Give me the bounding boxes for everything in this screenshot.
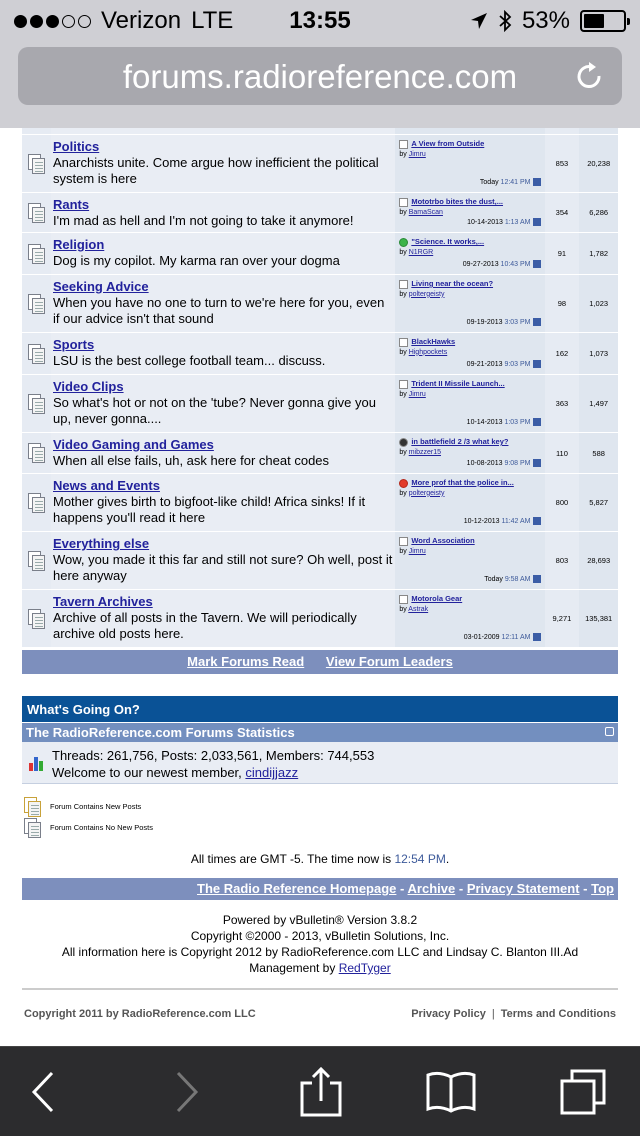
forum-actions-bar: [22, 650, 618, 674]
forum-title-link[interactable]: Tavern Archives: [53, 594, 153, 609]
last-post-date: Today: [484, 575, 503, 583]
forum-title-link[interactable]: News and Events: [53, 478, 160, 493]
last-post-author-link[interactable]: Jimru: [408, 390, 426, 398]
last-post-author-link[interactable]: Astrak: [408, 605, 429, 613]
post-icon: [399, 380, 408, 389]
last-post-title-link[interactable]: A View from Outside: [411, 139, 485, 148]
forum-status-icon: [28, 493, 46, 513]
last-post-time: 9:08 PM: [504, 459, 531, 467]
forum-description: Mother gives birth to bigfoot-like child! Africa sinks! If it happens you'll read it here: [53, 494, 366, 525]
forum-row: [22, 474, 618, 532]
battery-icon: [580, 10, 626, 32]
legal-links: [411, 1008, 616, 1020]
thread-count: 363: [545, 375, 580, 432]
last-post-date: 10-14-2013: [467, 218, 503, 226]
last-post-date: Today: [479, 178, 499, 186]
last-post-time: 11:42 AM: [501, 517, 531, 525]
stats-line: Threads: 261,756, Posts: 2,033,561, Members: 744,553: [52, 748, 375, 763]
last-post-author-link[interactable]: poltergeisty: [408, 489, 445, 497]
forum-status-icon: [28, 551, 46, 571]
mark-forums-read-link[interactable]: Mark Forums Read: [187, 654, 305, 669]
forum-description: Dog is my copilot. My karma ran over your dogma: [53, 253, 340, 268]
forum-row: [22, 590, 618, 648]
battery-percent: 53%: [521, 7, 570, 34]
post-icon: [399, 198, 408, 207]
post-icon: [399, 537, 408, 546]
post-icon: [399, 280, 408, 289]
tabs-icon[interactable]: [558, 1067, 608, 1117]
forum-row: [22, 135, 618, 193]
post-count: 1,023: [579, 275, 618, 332]
last-post-date: 09-27-2013: [462, 260, 499, 268]
forward-icon[interactable]: [160, 1067, 210, 1117]
smile-icon: [399, 238, 408, 247]
forum-status-icon: [28, 294, 46, 314]
time-notice: [0, 852, 640, 866]
forum-row: [22, 193, 618, 233]
powered-line-2: Copyright ©2000 - 2013, vBulletin Solutions, Inc.: [190, 929, 450, 943]
time-notice-suffix: .: [445, 852, 450, 866]
last-post-title-link[interactable]: Motorola Gear: [411, 594, 463, 603]
copyright-info: All information here is Copyright 2012 by RadioReference.com LLC and Lindsay C. Blanton III.Ad Management by: [61, 945, 579, 975]
thread-count: 803: [545, 532, 580, 589]
browser-chrome: [0, 0, 640, 128]
post-count: 1,497: [579, 375, 618, 432]
forum-status-icon: [28, 394, 46, 414]
thread-count: 354: [545, 193, 580, 232]
forum-status-icon: [28, 203, 46, 223]
forum-status-icon: [28, 609, 46, 629]
legend-item-new: [24, 796, 153, 817]
forum-row-partial: [22, 128, 618, 135]
forum-status-icon: [28, 443, 46, 463]
bluetooth-icon: [498, 10, 512, 32]
last-post-date: 03-01-2009: [463, 633, 500, 641]
forum-status-icon: [28, 154, 46, 174]
angry-icon: [399, 479, 408, 488]
go-to-last-post-icon[interactable]: [533, 260, 541, 268]
last-post-time: 12:41 PM: [500, 178, 531, 186]
last-post-cell: A View from Outside by Jimru Today 12:41 PM: [395, 135, 544, 192]
go-to-last-post-icon[interactable]: [533, 459, 541, 467]
forum-title-link[interactable]: Seeking Advice: [53, 279, 149, 294]
post-count: 1,073: [579, 333, 618, 374]
forum-title-link[interactable]: Sports: [53, 337, 95, 352]
welcome-text: Welcome to our newest member,: [52, 765, 242, 780]
forum-row: [22, 333, 618, 375]
last-post-title-link[interactable]: Trident II Missile Launch...: [411, 379, 505, 388]
last-post-time: 3:03 PM: [504, 318, 531, 326]
web-content: [0, 128, 640, 1046]
last-post-cell: Trident II Missile Launch... by Jimru 10-14-2013 1:03 PM: [395, 375, 544, 432]
location-arrow-icon: [470, 12, 488, 30]
back-icon[interactable]: [20, 1067, 70, 1117]
last-post-author-link[interactable]: Highpockets: [408, 348, 448, 356]
forum-row: [22, 433, 618, 474]
top-link[interactable]: Top: [591, 881, 614, 896]
forum-row: [22, 233, 618, 275]
status-bar: [0, 0, 640, 40]
forum-row: [22, 275, 618, 333]
last-post-cell: Motorola Gear by Astrak 03-01-2009 12:11 AM: [395, 590, 544, 647]
thread-count: 110: [545, 433, 580, 473]
last-post-author-link[interactable]: Jimru: [408, 150, 426, 158]
newest-member-link[interactable]: cindijjazz: [245, 765, 299, 780]
forum-description: LSU is the best college football team... discuss.: [53, 353, 326, 368]
go-to-last-post-icon[interactable]: [533, 633, 541, 641]
stats-heading-bar: [22, 722, 618, 742]
browser-toolbar: [0, 1046, 640, 1136]
post-count: 135,381: [579, 590, 618, 647]
legal-sep: |: [491, 1008, 495, 1020]
footer-sep-1: -: [400, 881, 405, 896]
last-post-title-link[interactable]: BlackHawks: [411, 337, 456, 346]
last-post-title-link[interactable]: Living near the ocean?: [411, 279, 494, 288]
post-count: 20,238: [579, 135, 618, 192]
homepage-link[interactable]: The Radio Reference Homepage: [197, 881, 397, 896]
footer-divider: [22, 988, 618, 990]
go-to-last-post-icon[interactable]: [533, 178, 541, 186]
forum-title-link[interactable]: Politics: [53, 139, 100, 154]
stats-body: [22, 742, 618, 784]
thread-count: 98: [545, 275, 580, 332]
forum-new-posts-icon: [24, 797, 42, 817]
last-post-cell: Word Association by Jimru Today 9:58 AM: [395, 532, 544, 589]
last-post-time: 1:03 PM: [504, 418, 531, 426]
forum-title-link[interactable]: Rants: [53, 197, 90, 212]
last-post-time: 9:58 AM: [504, 575, 531, 583]
whats-going-on-heading: What's Going On?: [22, 696, 618, 722]
archive-link[interactable]: Archive: [407, 881, 456, 896]
footer-links-bar: [22, 878, 618, 900]
last-post-title-link[interactable]: More prof that the police in...: [411, 478, 514, 487]
thread-count: 9,271: [545, 590, 580, 647]
welcome-line: [52, 764, 374, 781]
forum-description: Anarchists unite. Come argue how inefficient the political system is here: [53, 155, 379, 186]
share-icon[interactable]: [296, 1067, 346, 1117]
forum-description: Wow, you made it this far and still not sure? Oh well, post it here anyway: [53, 552, 393, 583]
powered-line-3: [30, 944, 610, 976]
legend-no-new-label: Forum Contains No New Posts: [50, 823, 153, 832]
network-type: LTE: [191, 7, 234, 34]
statistics-icon: [27, 753, 47, 773]
post-count: 588: [579, 433, 618, 473]
clock: 13:55: [289, 7, 351, 34]
privacy-statement-link[interactable]: Privacy Statement: [466, 881, 580, 896]
last-post-title-link[interactable]: Mototrbo bites the dust,...: [411, 197, 504, 206]
view-forum-leaders-link[interactable]: View Forum Leaders: [325, 654, 453, 669]
forum-status-icon: [28, 344, 46, 364]
reload-icon[interactable]: [572, 59, 606, 93]
last-post-author-link[interactable]: BamaScan: [408, 208, 443, 216]
forum-title-link[interactable]: Religion: [53, 237, 105, 252]
powered-by-block: [30, 912, 610, 976]
bookmarks-icon[interactable]: [426, 1067, 476, 1117]
last-post-title-link[interactable]: in battlefield 2 /3 what key?: [411, 437, 509, 446]
go-to-last-post-icon[interactable]: [533, 418, 541, 426]
post-icon: [399, 338, 408, 347]
terms-link[interactable]: Terms and Conditions: [500, 1008, 616, 1020]
footer-sep-2: -: [458, 881, 464, 896]
last-post-title-link[interactable]: "Science. It works,...: [411, 237, 485, 246]
forum-description: When you have no one to turn to we're here for you, even if our advice isn't that sound: [53, 295, 385, 326]
go-to-last-post-icon[interactable]: [533, 318, 541, 326]
last-post-time: 1:13 AM: [504, 218, 531, 226]
forum-title-link[interactable]: Everything else: [53, 536, 150, 551]
last-post-date: 10-14-2013: [466, 418, 503, 426]
forum-status-icon: [28, 244, 46, 264]
privacy-policy-link[interactable]: Privacy Policy: [411, 1008, 486, 1020]
go-to-last-post-icon[interactable]: [533, 575, 541, 583]
forum-no-new-posts-icon: [24, 818, 42, 838]
thread-count: 162: [545, 333, 580, 374]
last-post-cell: BlackHawks by Highpockets 09-21-2013 9:03 PM: [395, 333, 544, 374]
stats-heading: The RadioReference.com Forums Statistics: [26, 725, 295, 740]
post-count: 1,782: [579, 233, 618, 274]
last-post-author-link[interactable]: mibzzer15: [408, 448, 441, 456]
address-bar[interactable]: [18, 47, 622, 105]
last-post-date: 10-12-2013: [463, 517, 500, 525]
forum-list: [22, 128, 618, 648]
last-post-time: 12:11 AM: [501, 633, 531, 641]
forum-icon-legend: [24, 796, 153, 838]
forum-description: So what's hot or not on the 'tube? Never gonna give you up, never gonna....: [53, 395, 376, 426]
thread-count: 800: [545, 474, 580, 531]
last-post-author-link[interactable]: poltergeisty: [408, 290, 445, 298]
legend-new-label: Forum Contains New Posts: [50, 802, 142, 811]
carrier-name: Verizon: [101, 7, 182, 34]
last-post-time: 9:03 PM: [504, 360, 531, 368]
cool-icon: [399, 438, 408, 447]
forum-title-link[interactable]: Video Gaming and Games: [53, 437, 214, 452]
site-copyright: Copyright 2011 by RadioReference.com LLC: [24, 1008, 256, 1020]
last-post-cell: "Science. It works,... by N1RGR 09-27-2013 10:43 PM: [395, 233, 544, 274]
ad-management-link[interactable]: RedTyger: [338, 961, 391, 975]
last-post-cell: More prof that the police in... by poltergeisty 10-12-2013 11:42 AM: [395, 474, 544, 531]
last-post-cell: Living near the ocean? by poltergeisty 09-19-2013 3:03 PM: [395, 275, 544, 332]
time-notice-prefix: All times are GMT -5. The time now is: [190, 852, 392, 866]
last-post-cell: Mototrbo bites the dust,... by BamaScan 10-14-2013 1:13 AM: [395, 193, 544, 232]
last-post-author-link[interactable]: Jimru: [408, 547, 426, 555]
last-post-author-link[interactable]: N1RGR: [408, 248, 434, 256]
legend-item-no-new: [24, 817, 153, 838]
powered-line-1: Powered by vBulletin® Version 3.8.2: [222, 913, 418, 927]
post-count: 6,286: [579, 193, 618, 232]
forum-title-link[interactable]: Video Clips: [53, 379, 124, 394]
collapse-icon[interactable]: [605, 727, 614, 736]
last-post-date: 09-21-2013: [466, 360, 503, 368]
last-post-time: 10:43 PM: [500, 260, 531, 268]
url-text[interactable]: forums.radioreference.com: [122, 58, 518, 95]
post-icon: [399, 595, 408, 604]
whats-going-on-panel: [22, 696, 618, 784]
last-post-date: 10-08-2013: [466, 459, 503, 467]
last-post-date: 09-19-2013: [466, 318, 503, 326]
post-count: 28,693: [579, 532, 618, 589]
forum-row: [22, 532, 618, 590]
forum-description: I'm mad as hell and I'm not going to take it anymore!: [53, 213, 354, 228]
go-to-last-post-icon[interactable]: [533, 360, 541, 368]
footer-sep-3: -: [583, 881, 588, 896]
go-to-last-post-icon[interactable]: [533, 517, 541, 525]
forum-description: When all else fails, uh, ask here for cheat codes: [53, 453, 330, 468]
post-count: 5,827: [579, 474, 618, 531]
thread-count: 853: [545, 135, 580, 192]
last-post-title-link[interactable]: Word Association: [411, 536, 475, 545]
current-time: 12:54 PM: [394, 852, 446, 866]
thread-count: 91: [545, 233, 580, 274]
forum-description: Archive of all posts in the Tavern. We will periodically archive old posts here.: [53, 610, 357, 641]
forum-row: [22, 375, 618, 433]
last-post-cell: in battlefield 2 /3 what key? by mibzzer15 10-08-2013 9:08 PM: [395, 433, 544, 473]
go-to-last-post-icon[interactable]: [533, 218, 541, 226]
post-icon: [399, 140, 408, 149]
